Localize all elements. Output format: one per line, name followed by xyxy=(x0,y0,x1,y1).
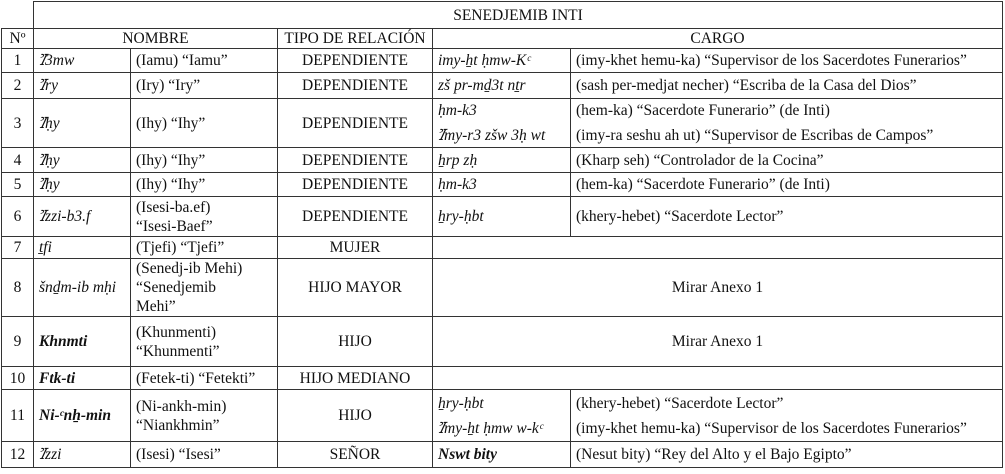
cargo-description xyxy=(571,49,1003,73)
table-row xyxy=(2,99,1003,148)
row-number: 4 xyxy=(2,148,34,173)
cargo-transliteration xyxy=(433,197,571,237)
cell-line: Ꞽmy-ẖt ḥmw w-kᶜ xyxy=(438,419,543,437)
table-row xyxy=(2,317,1003,367)
relations-table xyxy=(1,1,1003,468)
cell-line: (hem-ka) “Sacerdote Funerario” (de Inti) xyxy=(576,176,830,193)
name-cell xyxy=(131,173,278,197)
cargo-transliteration xyxy=(433,442,571,468)
cargo-merged: Mirar Anexo 1 xyxy=(433,259,1003,317)
cell-line: (Isesi) “Isesi” xyxy=(136,446,221,463)
table-row xyxy=(2,73,1003,99)
relation-type: DEPENDIENTE xyxy=(278,148,433,173)
row-number: 2 xyxy=(2,73,34,99)
name-cell xyxy=(131,317,278,367)
table-row xyxy=(2,237,1003,259)
name-cell xyxy=(131,367,278,390)
relation-type: DEPENDIENTE xyxy=(278,49,433,73)
cell-line: (khery-hebet) “Sacerdote Lector” xyxy=(576,394,784,412)
cell-line: (Fetek-ti) “Fetekti” xyxy=(136,369,256,387)
table-row xyxy=(2,367,1003,390)
cell-line: (khery-hebet) “Sacerdote Lector” xyxy=(576,208,784,225)
name-transliteration: Ftk-ti xyxy=(34,367,131,390)
header-cargo: CARGO xyxy=(433,29,1003,49)
cargo-description xyxy=(571,148,1003,173)
cell-line: imy-ẖt ḥmw-Kᶜ xyxy=(438,52,531,69)
cargo-transliteration xyxy=(433,73,571,99)
cell-line: (Isesi-ba.ef) xyxy=(136,198,211,216)
cell-line: (hem-ka) “Sacerdote Funerario” (de Inti) xyxy=(576,102,830,119)
header-num: Nº xyxy=(2,29,34,49)
cell-line: “Niankhmin” xyxy=(136,416,220,434)
relation-type: DEPENDIENTE xyxy=(278,73,433,99)
relation-type: MUJER xyxy=(278,237,433,259)
cell-line: “Isesi-Baef” xyxy=(136,217,213,235)
name-cell xyxy=(131,197,278,237)
cell-line: (Tjefi) “Tjefi” xyxy=(136,239,225,256)
row-number: 1 xyxy=(2,49,34,73)
cell-line: (Senedj-ib Mehi) xyxy=(136,260,243,277)
cell-line: zš pr-mḏ3t nṯr xyxy=(438,77,526,94)
table-row xyxy=(2,259,1003,317)
row-number: 10 xyxy=(2,367,34,390)
cell-line: ḥm-k3 xyxy=(438,102,477,119)
cargo-description xyxy=(571,197,1003,237)
row-number: 3 xyxy=(2,99,34,148)
table-row xyxy=(2,442,1003,468)
cargo-merged: Mirar Anexo 1 xyxy=(433,317,1003,367)
cell-line: (Ihy) “Ihy” xyxy=(136,151,206,169)
table-row xyxy=(2,390,1003,442)
cell-line: (Nesut bity) “Rey del Alto y el Bajo Egipto” xyxy=(576,446,852,463)
relation-type: HIJO MAYOR xyxy=(278,259,433,317)
name-transliteration: Khnmti xyxy=(34,317,131,367)
cell-line: (Kharp seh) “Controlador de la Cocina” xyxy=(576,151,824,169)
row-number: 7 xyxy=(2,237,34,259)
name-transliteration: Ꞽḥy xyxy=(34,99,131,148)
table-row xyxy=(2,197,1003,237)
name-transliteration: Ꞽ3mw xyxy=(34,49,131,73)
row-number: 9 xyxy=(2,317,34,367)
relation-type: DEPENDIENTE xyxy=(278,197,433,237)
cell-line: (Ihy) “Ihy” xyxy=(136,114,206,132)
cargo-description xyxy=(571,390,1003,442)
cargo-description xyxy=(571,73,1003,99)
cargo-transliteration xyxy=(433,173,571,197)
cargo-transliteration xyxy=(433,49,571,73)
name-cell xyxy=(131,390,278,442)
relation-type: DEPENDIENTE xyxy=(278,173,433,197)
cell-line: ẖry-ḥbt xyxy=(438,394,484,412)
cell-line: (imy-ra seshu ah ut) “Supervisor de Escribas de Campos” xyxy=(576,127,934,144)
cell-line: (imy-khet hemu-ka) “Supervisor de los Sacerdotes Funerarios” xyxy=(576,419,967,437)
cell-line: (Ihy) “Ihy” xyxy=(136,176,206,193)
cargo-description xyxy=(571,173,1003,197)
name-transliteration: Ꞽry xyxy=(34,73,131,99)
table-row xyxy=(2,173,1003,197)
cell-line: (Iamu) “Iamu” xyxy=(136,52,228,69)
name-transliteration: Ni-ᶜnẖ-min xyxy=(34,390,131,442)
name-transliteration: Ꞽḥy xyxy=(34,148,131,173)
relation-type: HIJO MEDIANO xyxy=(278,367,433,390)
cell-line: Ꞽmy-r3 zšw 3ḥ wt xyxy=(438,127,546,144)
row-number: 8 xyxy=(2,259,34,317)
name-transliteration: Ꞽzzi-b3.f xyxy=(34,197,131,237)
cargo-merged xyxy=(433,367,1003,390)
name-cell xyxy=(131,237,278,259)
cargo-description xyxy=(571,99,1003,148)
cell-line: ḥm-k3 xyxy=(438,176,477,193)
name-cell xyxy=(131,49,278,73)
cell-line: (Ni-ankh-min) xyxy=(136,397,227,415)
row-number: 5 xyxy=(2,173,34,197)
cell-line: ẖrp zḥ xyxy=(438,151,478,169)
cell-line: Nswt bity xyxy=(438,446,497,463)
relation-type: SEÑOR xyxy=(278,442,433,468)
name-transliteration: ṯfi xyxy=(34,237,131,259)
cargo-transliteration xyxy=(433,99,571,148)
relation-type: HIJO xyxy=(278,317,433,367)
header-tipo: TIPO DE RELACIÓN xyxy=(278,29,433,49)
cargo-transliteration xyxy=(433,148,571,173)
corner-cell xyxy=(2,2,34,29)
name-cell xyxy=(131,148,278,173)
cell-line: “Senedjemib xyxy=(136,279,217,296)
cell-line: (Iry) “Iry” xyxy=(136,77,201,94)
relation-type: HIJO xyxy=(278,390,433,442)
name-transliteration: Ꞽzzi xyxy=(34,442,131,468)
name-cell xyxy=(131,73,278,99)
name-cell xyxy=(131,99,278,148)
relation-type: DEPENDIENTE xyxy=(278,99,433,148)
cell-line: “Khunmenti” xyxy=(136,342,220,360)
table-row xyxy=(2,49,1003,73)
cargo-description xyxy=(571,442,1003,468)
cargo-merged xyxy=(433,237,1003,259)
cell-line: ẖry-ḥbt xyxy=(438,208,484,225)
header-nombre: NOMBRE xyxy=(34,29,278,49)
cell-line: Mehi” xyxy=(136,298,176,315)
name-transliteration: Ꞽḥy xyxy=(34,173,131,197)
table-title: SENEDJEMIB INTI xyxy=(34,2,1003,29)
cell-line: (sash per-medjat necher) “Escriba de la Casa del Dios” xyxy=(576,77,917,94)
name-cell xyxy=(131,259,278,317)
cell-line: (Khunmenti) xyxy=(136,323,217,341)
name-transliteration: šnḏm-ib mḥi xyxy=(34,259,131,317)
row-number: 11 xyxy=(2,390,34,442)
name-cell xyxy=(131,442,278,468)
table-row xyxy=(2,148,1003,173)
row-number: 12 xyxy=(2,442,34,468)
cell-line: (imy-khet hemu-ka) “Supervisor de los Sacerdotes Funerarios” xyxy=(576,52,967,69)
row-number: 6 xyxy=(2,197,34,237)
cargo-transliteration xyxy=(433,390,571,442)
